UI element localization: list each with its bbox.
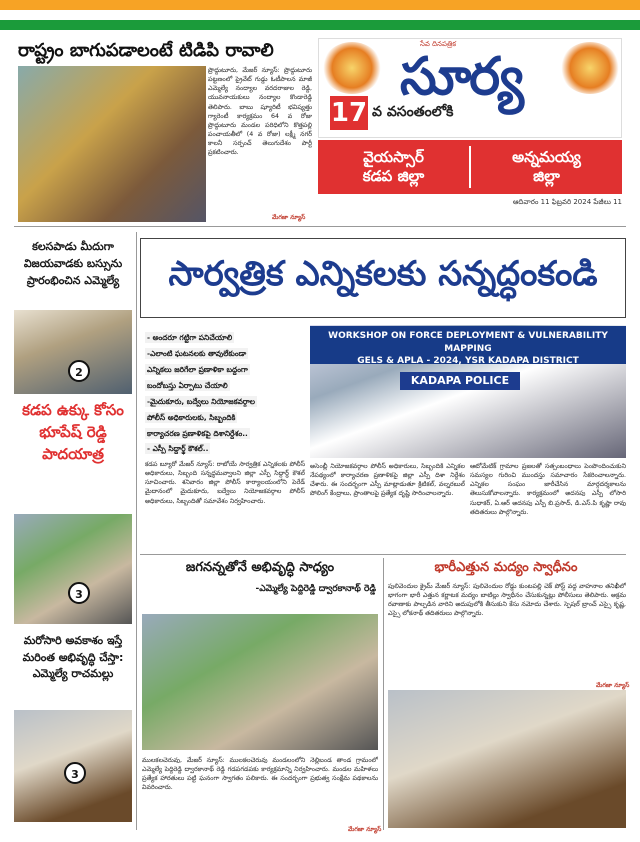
lead-headline: సార్వత్రిక ఎన్నికలకు సన్నద్ధంకండి (140, 238, 626, 318)
middle-story-body: ములకలచెరువు, మేజర్ న్యూస్: ములకలచెరువు మండలంలోని నెల్లిబండ తాండ గ్రామంలో ఎమ్మెల్యే పెద్దిరెడ్డి ద్వారకానాథ్ రెడ్డి గడపగడపకు కార్యక్రమాన్ని నిర్వహించారు. మండల మహిళలు ప్రత్యేక హారతులు పట్టి ఘనంగా స్వాగతం పలికారు. ఈ సందర్భంగా ప్రభుత్వ సంక్షేమ పథకాలను వివరించారు. (142, 757, 378, 792)
middle-story-logo: మేగజా న్యూస్ (348, 826, 382, 833)
lead-bullet: - అందరూ గట్టిగా పనిచేయాలి (147, 333, 233, 342)
workshop-banner-line1: WORKSHOP ON FORCE DEPLOYMENT & VULNERABILITY MAPPING (328, 331, 608, 354)
lead-bullet: -మైదుకూరు, బద్వేలు నియోజకవర్గాల (147, 396, 255, 406)
kadapa-police-label: KADAPA POLICE (400, 372, 520, 390)
workshop-banner (310, 326, 626, 367)
dateline: ఆదివారం 11 ఫిబ్రవరి 2024 పేజీలు 11 (512, 198, 622, 206)
flower-decoration-right (560, 42, 620, 94)
section-divider (140, 554, 626, 555)
column-divider (383, 558, 384, 830)
left-story2-headline: కడప ఉక్కు కోసం భూపేష్ రెడ్డి పాదయాత్ర (22, 401, 124, 463)
lead-bullet: -ఎలాంటి ఘటనలకు తావులేకుండా (147, 348, 247, 358)
right-story-logo: మేగజా న్యూస్ (596, 682, 630, 689)
right-story-headline: భారీఎత్తున మద్యం స్వాధీనం (434, 560, 578, 575)
right-story-photo (388, 690, 626, 828)
top-story-photo (18, 66, 206, 222)
edition-kadapa-line2: కడప జిల్లా (362, 167, 425, 185)
masthead-tagline: సేవ దినపత్రిక (420, 40, 457, 48)
tricolor-flag-strip (0, 0, 640, 30)
workshop-banner-line2: GELS & APLA - 2024, YSR KADAPA DISTRICT (357, 356, 579, 367)
anniversary-number: 17 (330, 98, 368, 128)
edition-kadapa (318, 140, 469, 194)
lead-bullet: ఎన్నికలు జరిగేలా ప్రణాళికా బద్దంగా (147, 364, 248, 374)
top-story-logo: మేగజా న్యూస్ (272, 214, 306, 221)
column-divider (136, 232, 137, 830)
lead-body-right: ఆటోమేటిక్ గ్రామాల ప్రజలతో సత్సంబంధాలు పెంపొందించుకుని సమస్యల గురించి ముందస్తు సమాచారం సేకరించాలన్నారు. ఎన్నికల సంఘం జారీచేసిన మార్గదర్శకాలను తెలుసుకోవాలన్నారు. కార్యక్రమంలో అదనపు ఎస్పీ లోసారి సుధాకర్, ఏ.ఆర్ అదనపు ఎస్పీ బి.ప్రసాద్, డి.ఎస్.పి కృష్ణా రావు తదితరులు పాల్గొన్నారు. (470, 463, 626, 516)
lead-bullets (145, 330, 305, 457)
edition-annamayya-line2: జిల్లా (533, 167, 560, 185)
lead-bullet: - ఎస్పీ సిద్దార్థ్ కౌశల్.. (147, 444, 209, 454)
edition-annamayya-line1: అన్నమయ్య (512, 147, 581, 166)
left-story1-page-badge: 2 (68, 360, 90, 382)
lead-bullet: పోలీస్ అధికారులకు, సిబ్బందికి (147, 412, 236, 422)
left-story1-headline: కలసపాడు మీదుగా విజయవాడకు బస్సును ప్రారంభించిన ఎమ్మెల్యే (23, 240, 123, 288)
left-story1-photo (14, 310, 132, 394)
flower-decoration-left (322, 42, 382, 94)
lead-body-mid: అసెంబ్లీ నియోజకవర్గాల పోలీస్ అధికారులు, సిబ్బందికి ఎన్నికల నేపథ్యంలో కార్యాచరణ ప్రణాళికపై జిల్లా ఎస్పీ దిశా నిర్దేశం చేశారు. ఈ సందర్భంగా ఎస్పీ మాట్లాడుతూ క్రిటికల్, వల్నరబుల్ పోలింగ్ కేంద్రాలు, ప్రాంతాలపై ప్రత్యేక దృష్టి సారించాలన్నారు. (310, 463, 465, 498)
middle-story-headline: జగనన్నతోనే అభివృద్ధి సాధ్యం (185, 560, 335, 575)
top-story-body: ప్రొద్దుటూరు, మేజర్ న్యూస్: ప్రొద్దుటూరు పట్టణంలో ప్రైవేట్ గుడ్డు ఓటీపాలన మాజీ ఎమ్మెల్యే నంద్యాల వరదరాజుల రెడ్డి, యువనాయకులు నంద్యాల కొండారెడ్డి తెలిపారు. బాబు ష్యూరిటీ భవిష్యత్తు గ్యారెంటీ కార్యక్రమం 64 వ రోజు ప్రొద్దుటూరు మండల పరిధిలోని కొత్తపల్లి పంచాయతీలో (4 వ రోజు) లక్ష్మీ నగర్ కాలనీ సర్పంచ్ తెలుగుదేశం పార్టీ ప్రకటించారు. (208, 67, 312, 157)
left-story2-page-badge: 3 (68, 582, 90, 604)
right-story-body: పులివెందుల క్రైమ్ మేజర్ న్యూస్: పులివెందుల రోడ్డు కుంటపల్లి చెక్ పోస్ట్ వద్ద వాహనాల తనిఖీలో భాగంగా భారీ ఎత్తున కర్ణాటక మద్యం బాటిల్లు స్వాధీనం చేసుకున్నట్లు పోలీసులు తెలిపారు. అక్రమ రవాణాకు పాల్పడిన వారిని అదుపులోకి తీసుకుని కేసు నమోదు చేశారు. స్పెషల్ బ్రాంచ్ ఎస్సై కృష్ణ, ఎస్సై లోకనాథ్ తదితరులు పాల్గొన్నారు. (388, 583, 626, 618)
middle-story-photo (142, 614, 378, 750)
lead-bullet: బందోబస్తు ఏర్పాటు చేయాలి (147, 380, 228, 390)
edition-kadapa-line1: వైయస్సార్ (363, 147, 424, 166)
left-story3-page-badge: 3 (64, 762, 86, 784)
middle-story-subhead: -ఎమ్మెల్యే పెద్దిరెడ్డి ద్వారకానాథ్ రెడ్డి (255, 584, 376, 594)
section-divider (14, 226, 626, 227)
anniversary-text: వ వసంతంలోకి (372, 104, 454, 120)
lead-body-left: కడప బ్యూరో మేజర్ న్యూస్: రాబోయే సార్వత్రిక ఎన్నికలకు పోలీస్ అధికారులు, సిబ్బంది సన్నద్ధమవ్వాలని జిల్లా ఎస్పీ సిద్దార్థ్ కౌశల్ సూచించారు. శనివారం జిల్లా పోలీస్ కార్యాలయంలోని పెరేడ్ మైదానంలో మైదుకూరు, బద్వేలు నియోజకవర్గాల పోలీస్ అధికారులు, సిబ్బందితో సమావేశం నిర్వహించారు. (145, 461, 305, 505)
masthead-name: సూర్య (400, 46, 522, 107)
edition-annamayya (471, 140, 622, 194)
edition-banner (318, 140, 622, 194)
left-story3-headline: మరోసారి అవకాశం ఇస్తే మరింత అభివృద్ధి చేస్తా: ఎమ్మెల్యే రాచమల్లు (22, 634, 124, 680)
top-story-headline: రాష్ట్రం బాగుపడాలంటే టిడిపి రావాలి (18, 40, 274, 61)
lead-bullet: కార్యాచరణ ప్రణాళికపై దిశానిర్దేశం.. (147, 428, 248, 438)
left-story2-photo (14, 514, 132, 624)
